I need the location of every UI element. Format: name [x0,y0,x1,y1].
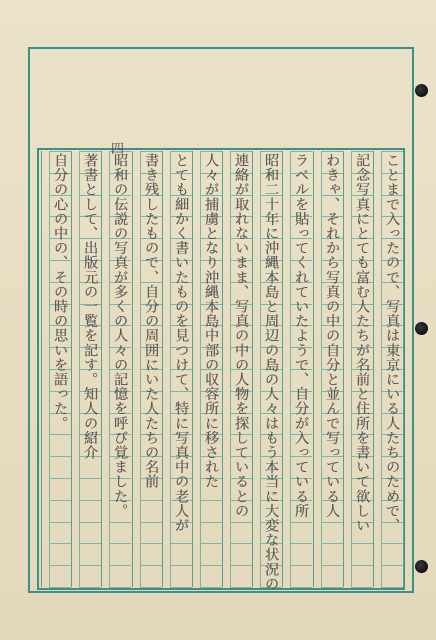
grid-row-line [321,522,343,523]
grid-row-line [200,543,222,544]
grid-row-line [381,565,403,566]
grid-column-line [132,151,133,587]
grid-row-line [140,522,162,523]
grid-row-line [109,522,131,523]
grid-column-line [162,151,163,587]
grid-row-line [290,565,312,566]
grid-row-line [79,500,101,501]
grid-column-line [41,151,42,587]
grid-row-line [49,500,71,501]
grid-column-line [282,151,283,587]
grid-column-line [403,151,404,587]
page-mark: 四 [111,142,125,157]
grid-column-line [192,151,193,587]
grid-row-line [230,151,252,152]
grid-row-line [351,151,373,152]
grid-row-line [260,151,282,152]
grid-row-line [200,500,222,501]
grid-row-line [381,151,403,152]
grid-row-line [109,565,131,566]
grid-row-line [170,587,192,588]
grid-row-line [170,543,192,544]
grid-column-line [71,151,72,587]
grid-row-line [109,587,131,588]
grid-row-line [49,587,71,588]
grid-row-line [290,587,312,588]
manuscript-column-text: 記念写真にとても富む人たちが名前と住所を書いて欲しい [354,153,370,533]
grid-row-line [79,543,101,544]
manuscript-column-text: 人々が捕虜となり沖縄本島中部の収容所に移された [203,153,219,489]
grid-row-line [200,522,222,523]
grid-row-line [140,587,162,588]
grid-column-line [101,151,102,587]
grid-row-line [351,587,373,588]
grid-row-line [140,151,162,152]
grid-row-line [381,587,403,588]
grid-row-line [109,543,131,544]
binder-hole-icon [415,322,428,335]
manuscript-column-text: わきゃ、それから写真の中の自分と並んで写っている人 [324,153,340,518]
grid-row-line [49,543,71,544]
manuscript-column-text: 連絡が取れないまま、写真の中の人物を探しているとの [233,153,249,518]
grid-row-line [79,522,101,523]
grid-row-line [321,587,343,588]
grid-row-line [230,522,252,523]
grid-row-line [321,543,343,544]
manuscript-column-text: 昭和二十年に沖縄本島と周辺の島の人々はもう本当に大変な状況の [263,153,279,591]
grid-row-line [79,478,101,479]
binder-hole-icon [415,560,428,573]
grid-row-line [170,151,192,152]
manuscript-column-text: ことまで入ったので、写真は東京にいる人たちのためで、 [384,153,400,533]
grid-row-line [49,434,71,435]
grid-row-line [351,565,373,566]
grid-row-line [290,543,312,544]
grid-row-line [49,478,71,479]
grid-row-line [321,565,343,566]
manuscript-column-text: 書き残したもので、自分の周囲にいた人たちの名前 [143,153,159,489]
grid-row-line [49,151,71,152]
manuscript-column-text: とても細かく書いたものを見つけて、特に写真中の老人が [173,153,189,533]
grid-row-line [140,565,162,566]
grid-column-line [222,151,223,587]
manuscript-column-text: 著書として、出版元の一覧を記す。知人の紹介 [82,153,98,460]
grid-row-line [290,151,312,152]
manuscript-column-text: ラベルを貼ってくれていたようで、自分が入っている所 [293,153,309,518]
grid-row-line [49,522,71,523]
grid-row-line [200,565,222,566]
grid-row-line [351,543,373,544]
grid-column-line [343,151,344,587]
binder-hole-icon [415,84,428,97]
grid-row-line [321,151,343,152]
grid-row-line [140,543,162,544]
grid-row-line [200,587,222,588]
grid-row-line [230,587,252,588]
grid-row-line [200,151,222,152]
grid-row-line [79,565,101,566]
grid-column-line [313,151,314,587]
grid-row-line [170,565,192,566]
grid-row-line [290,522,312,523]
grid-row-line [230,543,252,544]
grid-column-line [252,151,253,587]
grid-row-line [49,456,71,457]
grid-column-line [373,151,374,587]
grid-row-line [49,565,71,566]
grid-row-line [230,565,252,566]
grid-row-line [140,500,162,501]
grid-row-line [79,587,101,588]
grid-row-line [79,151,101,152]
grid-row-line [381,543,403,544]
manuscript-column-text: 昭和の伝説の写真が多くの人々の記憶を呼び覚ました。 [112,153,128,518]
manuscript-column-text: 自分の心の中の、その時の思いを語った。 [52,153,68,431]
